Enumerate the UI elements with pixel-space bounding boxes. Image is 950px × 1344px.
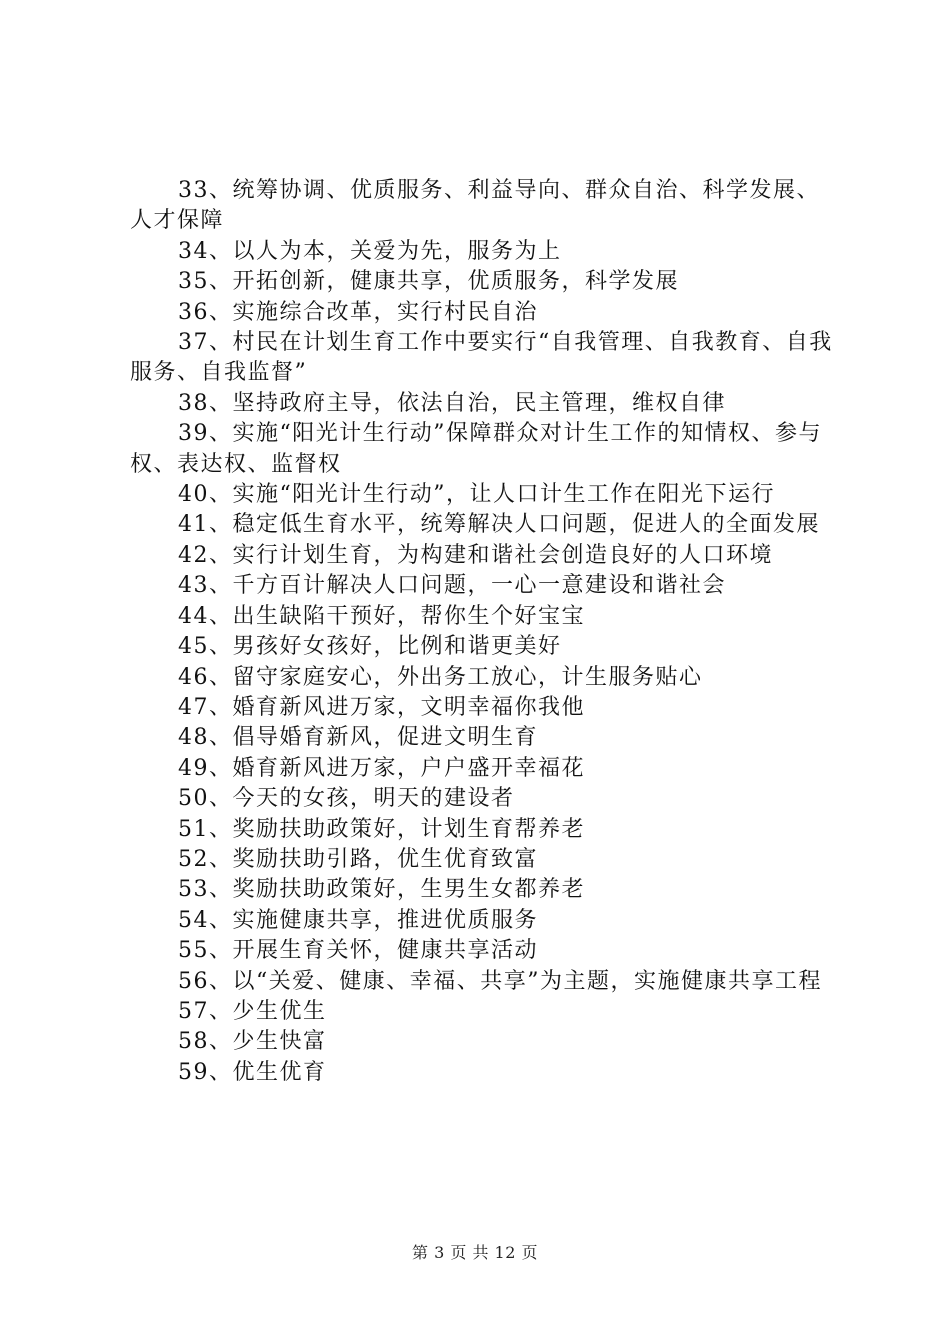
list-item: 53、奖励扶助政策好，生男生女都养老 (178, 877, 585, 903)
list-item: 40、实施“阳光计生行动”，让人口计生工作在阳光下运行 (178, 482, 775, 508)
list-item: 51、奖励扶助政策好，计划生育帮养老 (178, 816, 585, 842)
list-item: 54、实施健康共享，推进优质服务 (178, 907, 538, 933)
page-footer (0, 1243, 950, 1263)
list-item: 50、今天的女孩，明天的建设者 (178, 786, 515, 812)
list-item: 45、男孩好女孩好，比例和谐更美好 (178, 634, 562, 660)
list-item: 59、优生优育 (178, 1059, 327, 1085)
list-item: 36、实施综合改革，实行村民自治 (178, 299, 538, 325)
page-number-label: 第 3 页 共 12 页 (412, 1243, 538, 1262)
list-item: 55、开展生育关怀，健康共享活动 (178, 938, 538, 964)
list-item: 46、留守家庭安心，外出务工放心，计生服务贴心 (178, 664, 703, 690)
document-body (130, 176, 840, 1088)
list-item: 57、少生优生 (178, 998, 327, 1024)
list-item: 44、出生缺陷干预好，帮你生个好宝宝 (178, 603, 585, 629)
list-item: 56、以“关爱、健康、幸福、共享”为主题，实施健康共享工程 (178, 968, 822, 994)
list-item: 48、倡导婚育新风，促进文明生育 (178, 725, 538, 751)
list-item: 42、实行计划生育，为构建和谐社会创造良好的人口环境 (178, 542, 773, 568)
list-item: 38、坚持政府主导，依法自治，民主管理，维权自律 (178, 390, 726, 416)
list-item: 47、婚育新风进万家，文明幸福你我他 (178, 694, 585, 720)
list-item: 58、少生快富 (178, 1029, 327, 1055)
list-item: 33、统筹协调、优质服务、利益导向、群众自治、科学发展、人才保障 (130, 178, 820, 234)
list-item: 37、村民在计划生育工作中要实行“自我管理、自我教育、自我服务、自我监督” (130, 330, 833, 386)
list-item: 39、实施“阳光计生行动”保障群众对计生工作的知情权、参与权、表达权、监督权 (130, 421, 822, 477)
list-item: 43、千方百计解决人口问题，一心一意建设和谐社会 (178, 573, 726, 599)
list-item: 49、婚育新风进万家，户户盛开幸福花 (178, 755, 585, 781)
list-item: 41、稳定低生育水平，统筹解决人口问题，促进人的全面发展 (178, 512, 820, 538)
list-item: 35、开拓创新，健康共享，优质服务，科学发展 (178, 269, 679, 295)
list-item: 34、以人为本，关爱为先，服务为上 (178, 238, 562, 264)
list-item: 52、奖励扶助引路，优生优育致富 (178, 846, 538, 872)
